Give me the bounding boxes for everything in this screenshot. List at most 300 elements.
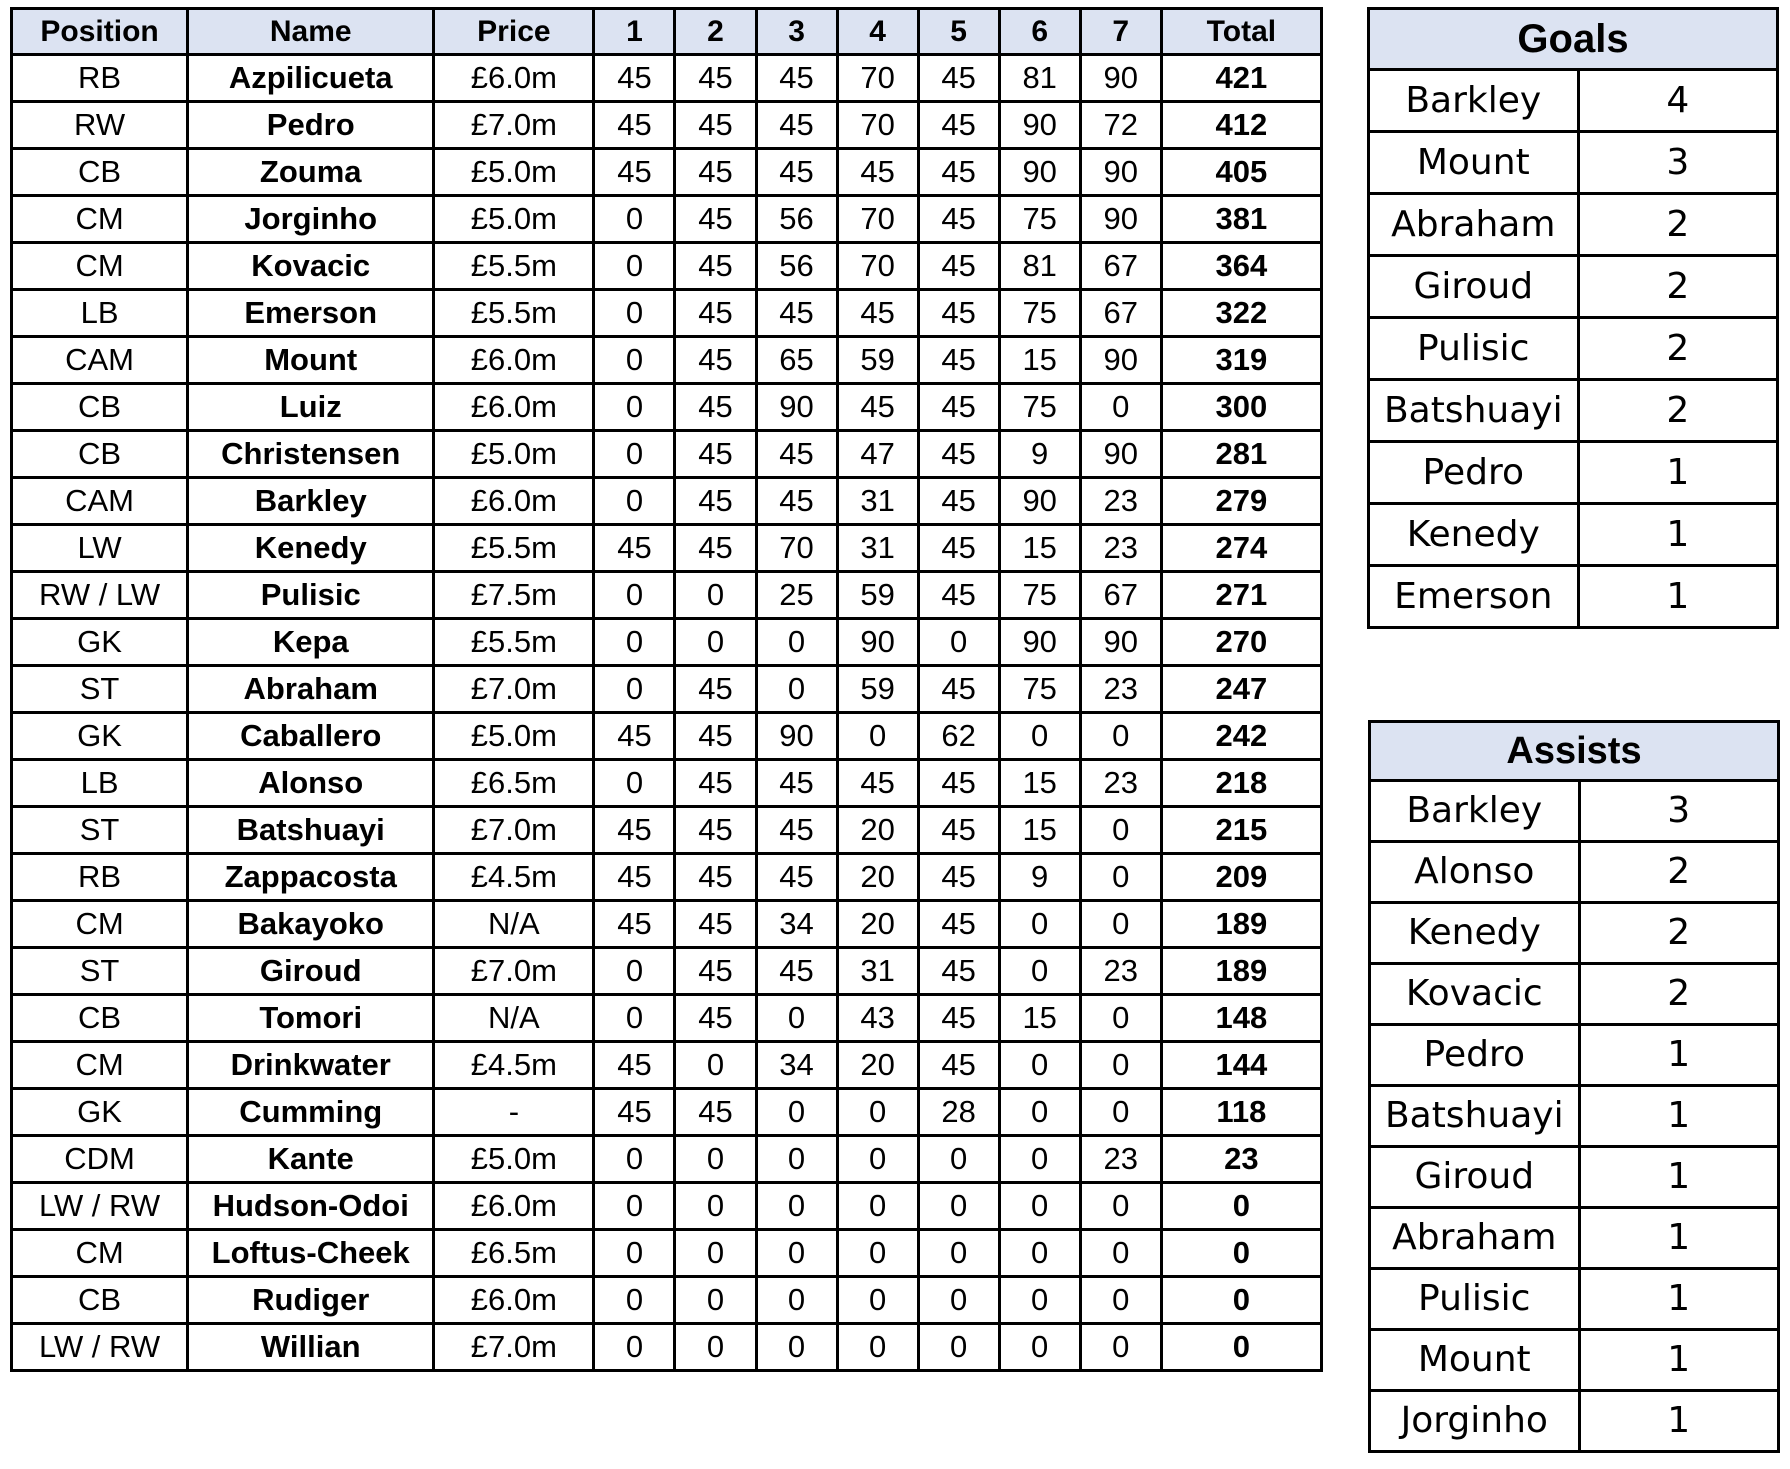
cell-gw4: 20 bbox=[837, 854, 918, 901]
goals-count: 3 bbox=[1578, 132, 1777, 194]
cell-total: 0 bbox=[1161, 1324, 1321, 1371]
cell-gw5: 28 bbox=[918, 1089, 999, 1136]
cell-gw5: 0 bbox=[918, 1230, 999, 1277]
cell-gw3: 34 bbox=[756, 901, 837, 948]
cell-gw6: 9 bbox=[999, 431, 1080, 478]
player-row bbox=[12, 901, 1322, 948]
cell-gw3: 0 bbox=[756, 1183, 837, 1230]
cell-gw4: 45 bbox=[837, 149, 918, 196]
assists-title: Assists bbox=[1370, 722, 1779, 781]
cell-gw3: 70 bbox=[756, 525, 837, 572]
cell-gw2: 45 bbox=[675, 55, 756, 102]
cell-total: 0 bbox=[1161, 1230, 1321, 1277]
cell-gw1: 0 bbox=[594, 572, 675, 619]
cell-position: CB bbox=[12, 1277, 188, 1324]
cell-name: Barkley bbox=[188, 478, 434, 525]
cell-position: LB bbox=[12, 290, 188, 337]
goals-row bbox=[1369, 70, 1778, 132]
goals-row bbox=[1369, 194, 1778, 256]
cell-gw6: 0 bbox=[999, 1277, 1080, 1324]
minutes-table bbox=[10, 7, 1323, 1372]
cell-gw1: 0 bbox=[594, 431, 675, 478]
goals-row bbox=[1369, 504, 1778, 566]
cell-gw7: 23 bbox=[1080, 948, 1161, 995]
cell-gw3: 90 bbox=[756, 384, 837, 431]
player-row bbox=[12, 1136, 1322, 1183]
cell-gw3: 45 bbox=[756, 478, 837, 525]
player-row bbox=[12, 1230, 1322, 1277]
cell-position: LW / RW bbox=[12, 1324, 188, 1371]
cell-gw7: 90 bbox=[1080, 196, 1161, 243]
cell-gw6: 0 bbox=[999, 1089, 1080, 1136]
cell-gw7: 0 bbox=[1080, 713, 1161, 760]
cell-gw4: 0 bbox=[837, 1324, 918, 1371]
header-gameweek-4: 4 bbox=[837, 9, 918, 55]
cell-position: CM bbox=[12, 243, 188, 290]
cell-gw2: 0 bbox=[675, 1324, 756, 1371]
goals-player: Pedro bbox=[1369, 442, 1579, 504]
assists-count: 2 bbox=[1579, 842, 1778, 903]
cell-position: LB bbox=[12, 760, 188, 807]
cell-name: Loftus-Cheek bbox=[188, 1230, 434, 1277]
cell-gw5: 45 bbox=[918, 807, 999, 854]
cell-price: N/A bbox=[434, 901, 594, 948]
cell-gw4: 59 bbox=[837, 572, 918, 619]
cell-price: £5.0m bbox=[434, 149, 594, 196]
cell-gw3: 0 bbox=[756, 1277, 837, 1324]
cell-gw5: 45 bbox=[918, 196, 999, 243]
cell-gw5: 45 bbox=[918, 854, 999, 901]
cell-total: 322 bbox=[1161, 290, 1321, 337]
cell-gw1: 45 bbox=[594, 1089, 675, 1136]
cell-gw1: 0 bbox=[594, 196, 675, 243]
assists-player: Alonso bbox=[1370, 842, 1580, 903]
cell-gw4: 0 bbox=[837, 1230, 918, 1277]
cell-gw5: 0 bbox=[918, 1136, 999, 1183]
assists-row bbox=[1370, 903, 1779, 964]
cell-gw7: 23 bbox=[1080, 478, 1161, 525]
cell-price: £4.5m bbox=[434, 1042, 594, 1089]
cell-position: CB bbox=[12, 995, 188, 1042]
cell-gw1: 45 bbox=[594, 1042, 675, 1089]
assists-header-row bbox=[1370, 722, 1779, 781]
assists-player: Pulisic bbox=[1370, 1269, 1580, 1330]
header-gameweek-6: 6 bbox=[999, 9, 1080, 55]
cell-gw6: 0 bbox=[999, 713, 1080, 760]
assists-row bbox=[1370, 1269, 1779, 1330]
cell-gw4: 59 bbox=[837, 666, 918, 713]
cell-price: £7.0m bbox=[434, 1324, 594, 1371]
player-row bbox=[12, 1324, 1322, 1371]
cell-gw4: 0 bbox=[837, 713, 918, 760]
goals-row bbox=[1369, 380, 1778, 442]
header-gameweek-1: 1 bbox=[594, 9, 675, 55]
cell-position: CM bbox=[12, 1230, 188, 1277]
cell-gw5: 45 bbox=[918, 901, 999, 948]
cell-gw5: 45 bbox=[918, 55, 999, 102]
cell-gw7: 0 bbox=[1080, 854, 1161, 901]
cell-gw7: 0 bbox=[1080, 1230, 1161, 1277]
cell-gw3: 45 bbox=[756, 290, 837, 337]
goals-count: 1 bbox=[1578, 504, 1777, 566]
cell-price: £6.0m bbox=[434, 55, 594, 102]
cell-gw7: 0 bbox=[1080, 1042, 1161, 1089]
cell-gw7: 0 bbox=[1080, 995, 1161, 1042]
cell-name: Alonso bbox=[188, 760, 434, 807]
player-row bbox=[12, 196, 1322, 243]
cell-position: GK bbox=[12, 619, 188, 666]
cell-price: £5.0m bbox=[434, 196, 594, 243]
cell-gw6: 0 bbox=[999, 1183, 1080, 1230]
cell-gw4: 90 bbox=[837, 619, 918, 666]
cell-total: 405 bbox=[1161, 149, 1321, 196]
cell-gw1: 0 bbox=[594, 478, 675, 525]
cell-position: LW / RW bbox=[12, 1183, 188, 1230]
cell-total: 364 bbox=[1161, 243, 1321, 290]
goals-player: Barkley bbox=[1369, 70, 1579, 132]
cell-total: 189 bbox=[1161, 901, 1321, 948]
cell-gw7: 23 bbox=[1080, 760, 1161, 807]
cell-gw6: 90 bbox=[999, 102, 1080, 149]
player-row bbox=[12, 807, 1322, 854]
goals-player: Emerson bbox=[1369, 566, 1579, 628]
player-row bbox=[12, 149, 1322, 196]
cell-total: 270 bbox=[1161, 619, 1321, 666]
cell-gw1: 0 bbox=[594, 243, 675, 290]
cell-name: Drinkwater bbox=[188, 1042, 434, 1089]
cell-gw5: 45 bbox=[918, 760, 999, 807]
cell-price: N/A bbox=[434, 995, 594, 1042]
cell-gw4: 31 bbox=[837, 525, 918, 572]
player-row bbox=[12, 1277, 1322, 1324]
cell-name: Kovacic bbox=[188, 243, 434, 290]
cell-gw6: 90 bbox=[999, 149, 1080, 196]
cell-gw5: 45 bbox=[918, 525, 999, 572]
assists-count: 1 bbox=[1579, 1391, 1778, 1452]
cell-total: 242 bbox=[1161, 713, 1321, 760]
cell-price: £7.0m bbox=[434, 948, 594, 995]
cell-name: Kepa bbox=[188, 619, 434, 666]
header-price: Price bbox=[434, 9, 594, 55]
cell-gw2: 45 bbox=[675, 854, 756, 901]
cell-gw2: 0 bbox=[675, 1042, 756, 1089]
cell-total: 209 bbox=[1161, 854, 1321, 901]
assists-row bbox=[1370, 781, 1779, 842]
cell-gw5: 45 bbox=[918, 1042, 999, 1089]
assists-table bbox=[1368, 720, 1780, 1453]
assists-count: 2 bbox=[1579, 903, 1778, 964]
goals-count: 2 bbox=[1578, 194, 1777, 256]
cell-name: Cumming bbox=[188, 1089, 434, 1136]
cell-price: £5.5m bbox=[434, 525, 594, 572]
cell-gw2: 45 bbox=[675, 948, 756, 995]
assists-player: Pedro bbox=[1370, 1025, 1580, 1086]
cell-gw1: 45 bbox=[594, 713, 675, 760]
cell-gw3: 25 bbox=[756, 572, 837, 619]
cell-gw6: 15 bbox=[999, 807, 1080, 854]
assists-count: 2 bbox=[1579, 964, 1778, 1025]
cell-gw7: 90 bbox=[1080, 619, 1161, 666]
player-row bbox=[12, 55, 1322, 102]
cell-price: £7.0m bbox=[434, 102, 594, 149]
cell-gw4: 0 bbox=[837, 1183, 918, 1230]
cell-gw6: 15 bbox=[999, 760, 1080, 807]
assists-player: Abraham bbox=[1370, 1208, 1580, 1269]
cell-total: 215 bbox=[1161, 807, 1321, 854]
cell-gw6: 0 bbox=[999, 901, 1080, 948]
cell-price: £5.5m bbox=[434, 290, 594, 337]
goals-count: 1 bbox=[1578, 566, 1777, 628]
cell-gw6: 0 bbox=[999, 1042, 1080, 1089]
cell-position: ST bbox=[12, 666, 188, 713]
goals-count: 2 bbox=[1578, 380, 1777, 442]
cell-gw6: 81 bbox=[999, 243, 1080, 290]
assists-row bbox=[1370, 1025, 1779, 1086]
player-row bbox=[12, 572, 1322, 619]
cell-gw6: 75 bbox=[999, 290, 1080, 337]
player-row bbox=[12, 431, 1322, 478]
cell-total: 271 bbox=[1161, 572, 1321, 619]
cell-total: 279 bbox=[1161, 478, 1321, 525]
cell-position: RB bbox=[12, 55, 188, 102]
cell-gw3: 45 bbox=[756, 431, 837, 478]
cell-price: £5.0m bbox=[434, 431, 594, 478]
cell-position: CM bbox=[12, 901, 188, 948]
cell-gw1: 0 bbox=[594, 619, 675, 666]
player-row bbox=[12, 290, 1322, 337]
cell-total: 189 bbox=[1161, 948, 1321, 995]
cell-gw6: 0 bbox=[999, 1324, 1080, 1371]
cell-gw2: 45 bbox=[675, 666, 756, 713]
cell-gw2: 45 bbox=[675, 102, 756, 149]
cell-name: Jorginho bbox=[188, 196, 434, 243]
cell-gw7: 0 bbox=[1080, 1183, 1161, 1230]
cell-gw6: 75 bbox=[999, 384, 1080, 431]
cell-total: 381 bbox=[1161, 196, 1321, 243]
cell-gw5: 45 bbox=[918, 948, 999, 995]
cell-total: 300 bbox=[1161, 384, 1321, 431]
cell-total: 281 bbox=[1161, 431, 1321, 478]
cell-gw7: 67 bbox=[1080, 572, 1161, 619]
cell-gw2: 0 bbox=[675, 619, 756, 666]
cell-total: 247 bbox=[1161, 666, 1321, 713]
cell-gw1: 0 bbox=[594, 290, 675, 337]
assists-player: Batshuayi bbox=[1370, 1086, 1580, 1147]
goals-table bbox=[1367, 7, 1779, 629]
goals-player: Mount bbox=[1369, 132, 1579, 194]
player-row bbox=[12, 102, 1322, 149]
cell-name: Emerson bbox=[188, 290, 434, 337]
assists-count: 1 bbox=[1579, 1330, 1778, 1391]
cell-name: Pedro bbox=[188, 102, 434, 149]
cell-name: Azpilicueta bbox=[188, 55, 434, 102]
cell-gw1: 0 bbox=[594, 1136, 675, 1183]
cell-gw7: 23 bbox=[1080, 666, 1161, 713]
cell-position: CDM bbox=[12, 1136, 188, 1183]
cell-gw7: 0 bbox=[1080, 807, 1161, 854]
cell-gw5: 45 bbox=[918, 666, 999, 713]
cell-name: Kenedy bbox=[188, 525, 434, 572]
goals-player: Batshuayi bbox=[1369, 380, 1579, 442]
goals-row bbox=[1369, 318, 1778, 380]
header-gameweek-7: 7 bbox=[1080, 9, 1161, 55]
cell-gw7: 72 bbox=[1080, 102, 1161, 149]
player-row bbox=[12, 666, 1322, 713]
cell-gw4: 43 bbox=[837, 995, 918, 1042]
assists-player: Kenedy bbox=[1370, 903, 1580, 964]
cell-gw1: 45 bbox=[594, 55, 675, 102]
header-name: Name bbox=[188, 9, 434, 55]
cell-total: 23 bbox=[1161, 1136, 1321, 1183]
player-row bbox=[12, 713, 1322, 760]
player-row bbox=[12, 1183, 1322, 1230]
cell-gw3: 0 bbox=[756, 1230, 837, 1277]
cell-gw4: 45 bbox=[837, 290, 918, 337]
cell-gw2: 45 bbox=[675, 431, 756, 478]
cell-gw3: 0 bbox=[756, 1324, 837, 1371]
cell-gw4: 70 bbox=[837, 102, 918, 149]
player-row bbox=[12, 1089, 1322, 1136]
cell-gw1: 0 bbox=[594, 384, 675, 431]
cell-gw5: 45 bbox=[918, 478, 999, 525]
cell-gw7: 0 bbox=[1080, 384, 1161, 431]
cell-gw6: 90 bbox=[999, 619, 1080, 666]
cell-gw3: 0 bbox=[756, 666, 837, 713]
assists-player: Jorginho bbox=[1370, 1391, 1580, 1452]
cell-gw3: 56 bbox=[756, 243, 837, 290]
cell-total: 148 bbox=[1161, 995, 1321, 1042]
player-row bbox=[12, 948, 1322, 995]
cell-gw5: 45 bbox=[918, 384, 999, 431]
cell-price: £6.5m bbox=[434, 1230, 594, 1277]
assists-count: 1 bbox=[1579, 1086, 1778, 1147]
assists-count: 1 bbox=[1579, 1025, 1778, 1086]
cell-name: Abraham bbox=[188, 666, 434, 713]
assists-player: Giroud bbox=[1370, 1147, 1580, 1208]
cell-gw6: 75 bbox=[999, 666, 1080, 713]
cell-gw2: 0 bbox=[675, 1183, 756, 1230]
player-row bbox=[12, 995, 1322, 1042]
cell-gw7: 90 bbox=[1080, 431, 1161, 478]
assists-player: Mount bbox=[1370, 1330, 1580, 1391]
cell-gw6: 15 bbox=[999, 525, 1080, 572]
cell-position: RB bbox=[12, 854, 188, 901]
cell-gw4: 45 bbox=[837, 760, 918, 807]
cell-gw2: 0 bbox=[675, 1277, 756, 1324]
cell-gw5: 45 bbox=[918, 572, 999, 619]
assists-count: 3 bbox=[1579, 781, 1778, 842]
player-row bbox=[12, 619, 1322, 666]
cell-gw5: 45 bbox=[918, 995, 999, 1042]
goals-count: 2 bbox=[1578, 318, 1777, 380]
cell-gw5: 45 bbox=[918, 337, 999, 384]
cell-position: ST bbox=[12, 948, 188, 995]
goals-player: Kenedy bbox=[1369, 504, 1579, 566]
cell-gw1: 45 bbox=[594, 525, 675, 572]
goals-player: Giroud bbox=[1369, 256, 1579, 318]
player-row bbox=[12, 384, 1322, 431]
cell-gw5: 45 bbox=[918, 243, 999, 290]
cell-name: Willian bbox=[188, 1324, 434, 1371]
cell-gw4: 70 bbox=[837, 243, 918, 290]
cell-gw5: 45 bbox=[918, 431, 999, 478]
cell-gw7: 0 bbox=[1080, 1324, 1161, 1371]
assists-row bbox=[1370, 1391, 1779, 1452]
cell-price: £6.0m bbox=[434, 384, 594, 431]
cell-name: Batshuayi bbox=[188, 807, 434, 854]
cell-gw1: 45 bbox=[594, 102, 675, 149]
cell-position: RW / LW bbox=[12, 572, 188, 619]
goals-row bbox=[1369, 566, 1778, 628]
assists-count: 1 bbox=[1579, 1269, 1778, 1330]
cell-gw3: 0 bbox=[756, 1136, 837, 1183]
cell-gw6: 0 bbox=[999, 1136, 1080, 1183]
cell-name: Bakayoko bbox=[188, 901, 434, 948]
cell-gw4: 70 bbox=[837, 55, 918, 102]
cell-name: Pulisic bbox=[188, 572, 434, 619]
cell-gw5: 0 bbox=[918, 1324, 999, 1371]
cell-name: Kante bbox=[188, 1136, 434, 1183]
header-gameweek-2: 2 bbox=[675, 9, 756, 55]
cell-gw2: 45 bbox=[675, 1089, 756, 1136]
cell-gw4: 59 bbox=[837, 337, 918, 384]
cell-gw3: 45 bbox=[756, 807, 837, 854]
minutes-table-body bbox=[12, 55, 1322, 1371]
cell-price: £6.0m bbox=[434, 1277, 594, 1324]
cell-gw2: 45 bbox=[675, 149, 756, 196]
assists-count: 1 bbox=[1579, 1147, 1778, 1208]
cell-gw4: 20 bbox=[837, 901, 918, 948]
assists-row bbox=[1370, 964, 1779, 1025]
cell-gw1: 0 bbox=[594, 666, 675, 713]
assists-player: Kovacic bbox=[1370, 964, 1580, 1025]
cell-name: Rudiger bbox=[188, 1277, 434, 1324]
cell-gw1: 45 bbox=[594, 149, 675, 196]
goals-row bbox=[1369, 132, 1778, 194]
header-gameweek-3: 3 bbox=[756, 9, 837, 55]
cell-gw1: 0 bbox=[594, 337, 675, 384]
goals-count: 2 bbox=[1578, 256, 1777, 318]
cell-position: GK bbox=[12, 713, 188, 760]
goals-title: Goals bbox=[1369, 9, 1778, 70]
cell-gw6: 0 bbox=[999, 948, 1080, 995]
cell-name: Caballero bbox=[188, 713, 434, 760]
player-row bbox=[12, 337, 1322, 384]
cell-gw2: 45 bbox=[675, 196, 756, 243]
header-total: Total bbox=[1161, 9, 1321, 55]
assists-row bbox=[1370, 1330, 1779, 1391]
cell-gw6: 90 bbox=[999, 478, 1080, 525]
cell-total: 218 bbox=[1161, 760, 1321, 807]
cell-gw7: 23 bbox=[1080, 1136, 1161, 1183]
cell-gw7: 90 bbox=[1080, 149, 1161, 196]
cell-gw7: 23 bbox=[1080, 525, 1161, 572]
cell-name: Hudson-Odoi bbox=[188, 1183, 434, 1230]
cell-total: 421 bbox=[1161, 55, 1321, 102]
cell-gw6: 75 bbox=[999, 196, 1080, 243]
cell-gw5: 62 bbox=[918, 713, 999, 760]
cell-gw3: 0 bbox=[756, 619, 837, 666]
cell-gw3: 34 bbox=[756, 1042, 837, 1089]
cell-total: 274 bbox=[1161, 525, 1321, 572]
cell-position: CM bbox=[12, 1042, 188, 1089]
cell-name: Mount bbox=[188, 337, 434, 384]
cell-gw6: 75 bbox=[999, 572, 1080, 619]
cell-gw3: 90 bbox=[756, 713, 837, 760]
cell-gw4: 0 bbox=[837, 1089, 918, 1136]
goals-table-body bbox=[1369, 70, 1778, 628]
cell-position: LW bbox=[12, 525, 188, 572]
